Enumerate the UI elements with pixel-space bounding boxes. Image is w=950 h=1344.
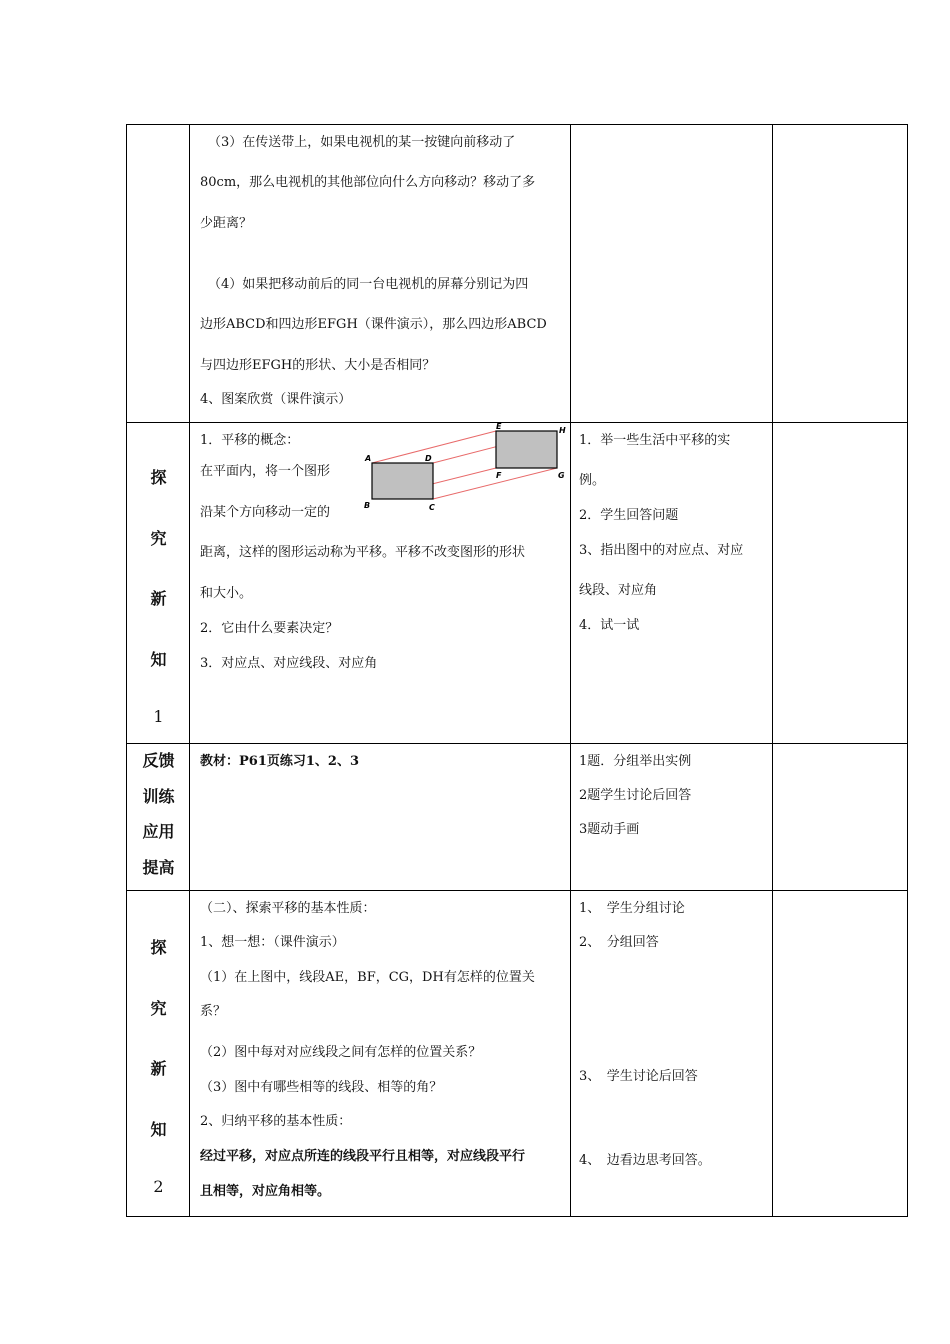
row3-content-cell xyxy=(190,744,571,891)
row2-activity-5: 线段、对应角 xyxy=(579,583,658,598)
row4-label-char-1: 探 xyxy=(150,938,167,957)
row4-line-5: （2）图中每对对应线段之间有怎样的位置关系？ xyxy=(200,1045,482,1060)
row2-activity-1: 1．举一些生活中平移的实 xyxy=(579,433,731,448)
row3-activity-cell xyxy=(571,744,773,891)
row1-line-6: 与四边形EFGH的形状、大小是否相同？ xyxy=(200,358,436,373)
row4-line-6: （3）图中有哪些相等的线段、相等的角？ xyxy=(200,1080,443,1095)
row4-label-char-4: 知 xyxy=(150,1120,167,1139)
point-label-c: C xyxy=(429,503,435,512)
row4-line-7: 2、归纳平移的基本性质： xyxy=(200,1114,352,1129)
table-row-explore-1 xyxy=(127,423,908,744)
point-label-h: H xyxy=(559,426,566,435)
row1-label-cell xyxy=(127,125,190,423)
row2-content-cell xyxy=(190,423,571,744)
row2-label-char-3: 新 xyxy=(150,589,167,608)
quadrilateral-efgh xyxy=(496,431,557,468)
row1-line-5: 边形ABCD和四边形EFGH（课件演示），那么四边形ABCD xyxy=(200,317,547,332)
row4-notes-cell xyxy=(773,891,908,1217)
row4-content-cell xyxy=(190,891,571,1217)
row4-property-line-2: 且相等，对应角相等。 xyxy=(200,1184,331,1199)
point-label-b: B xyxy=(364,501,371,510)
row3-textbook-exercise: 教材：P61页练习1、2、3 xyxy=(200,754,360,769)
row2-line-6: 2．它由什么要素决定？ xyxy=(200,621,339,636)
row3-label-4: 提高 xyxy=(142,858,175,877)
row2-line-1: 1．平移的概念： xyxy=(200,433,300,448)
row1-notes-cell xyxy=(773,125,908,423)
row4-label-char-3: 新 xyxy=(150,1059,167,1078)
row3-label-1: 反馈 xyxy=(142,751,175,770)
row2-activity-2: 例。 xyxy=(579,473,606,488)
connector-ae xyxy=(372,431,496,463)
row4-label-char-2: 究 xyxy=(150,999,167,1018)
row2-activity-cell xyxy=(571,423,773,744)
row3-activity-2: 2题学生讨论后回答 xyxy=(579,788,692,803)
row2-line-2: 在平面内，将一个图形 xyxy=(200,464,331,479)
row3-activity-3: 3题动手画 xyxy=(579,822,640,837)
row4-line-3: （1）在上图中，线段AE，BF，CG，DH有怎样的位置关 xyxy=(200,970,535,985)
point-label-d: D xyxy=(425,454,432,463)
connector-cg xyxy=(433,468,557,499)
point-label-g: G xyxy=(558,471,565,480)
translation-figure xyxy=(365,423,565,515)
row4-activity-2: 2、 分组回答 xyxy=(579,935,659,950)
row4-activity-3: 3、 学生讨论后回答 xyxy=(579,1069,698,1084)
row3-notes-cell xyxy=(773,744,908,891)
row1-line-2: 80cm，那么电视机的其他部位向什么方向移动？移动了多 xyxy=(200,175,536,190)
point-label-e: E xyxy=(496,422,502,431)
row4-line-2: 1、想一想：（课件演示） xyxy=(200,935,345,950)
row2-activity-3: 2．学生回答问题 xyxy=(579,508,679,523)
row2-line-4: 距离，这样的图形运动称为平移。平移不改变图形的形状 xyxy=(200,545,526,560)
quadrilateral-abcd xyxy=(372,463,433,499)
row2-label-char-5: 1 xyxy=(153,707,164,726)
row4-activity-1: 1、 学生分组讨论 xyxy=(579,901,685,916)
row2-label-char-4: 知 xyxy=(150,650,167,669)
row2-activity-4: 3、指出图中的对应点、对应 xyxy=(579,543,744,558)
row4-line-4: 系？ xyxy=(200,1004,227,1019)
row1-content-cell xyxy=(190,125,571,423)
row2-label-char-1: 探 xyxy=(150,468,167,487)
row4-label-cell xyxy=(127,891,190,1217)
table-row-continuation xyxy=(127,125,908,423)
row4-activity-cell xyxy=(571,891,773,1217)
row3-label-cell xyxy=(127,744,190,891)
row2-label-cell xyxy=(127,423,190,744)
row1-line-3: 少距离？ xyxy=(200,216,253,231)
table-row-feedback xyxy=(127,744,908,891)
row2-line-5: 和大小。 xyxy=(200,586,253,601)
row4-line-1: （二）、探索平移的基本性质： xyxy=(200,901,376,916)
row3-label-2: 训练 xyxy=(142,787,175,806)
row4-label-char-5: 2 xyxy=(153,1177,164,1196)
row4-activity-4: 4、 边看边思考回答。 xyxy=(579,1153,711,1168)
row1-line-7: 4、图案欣赏（课件演示） xyxy=(200,392,352,407)
row1-line-4: （4）如果把移动前后的同一台电视机的屏幕分别记为四 xyxy=(208,277,529,292)
row3-activity-1: 1题．分组举出实例 xyxy=(579,754,692,769)
row1-line-1: （3）在传送带上，如果电视机的某一按键向前移动了 xyxy=(208,135,516,150)
point-label-a: A xyxy=(365,454,372,463)
row4-property-line-1: 经过平移，对应点所连的线段平行且相等，对应线段平行 xyxy=(200,1149,526,1164)
point-label-f: F xyxy=(496,471,502,480)
row2-activity-6: 4．试一试 xyxy=(579,618,640,633)
table-row-explore-2 xyxy=(127,891,908,1217)
row2-line-7: 3．对应点、对应线段、对应角 xyxy=(200,656,378,671)
row2-notes-cell xyxy=(773,423,908,744)
lesson-plan-table xyxy=(126,124,908,1217)
row1-activity-cell xyxy=(571,125,773,423)
row2-line-3: 沿某个方向移动一定的 xyxy=(200,505,331,520)
row2-label-char-2: 究 xyxy=(150,529,167,548)
row3-label-3: 应用 xyxy=(142,822,175,841)
